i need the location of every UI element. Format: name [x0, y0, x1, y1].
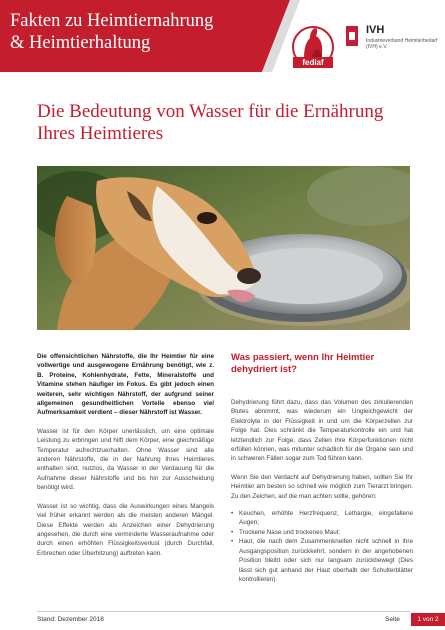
header-band — [0, 0, 445, 72]
left-column — [37, 352, 214, 558]
intro-paragraph: Die offensichtlichen Nährstoffe, die Ihr Heimtier für eine vollwertige und ausgewogene Ernährung benötigt, wie z. B. Proteine, Kohlenhydrate, Fette, Mineralstoffe und Vitamine stehen häufiger im Fokus. Es gibt jedoch einen weiteren, sehr wichtigen Nährstoff, der aufgrund seiner allgemeinen gesundheitlichen Vorteile ebenso viel Aufmerksamkeit verdient – dieser Nährstoff ist Wasser. — [37, 353, 214, 417]
list-item: • Keuchen, erhöhte Herzfrequenz, Lethargie, eingefallene Augen; — [231, 509, 413, 528]
list-item: • Haut, die nach dem Zusammenkneifen nicht schnell in ihre Ausgangsposition zurückkehrt, sondern in der angehobenen Position bleibt oder sich nur langsam zurückbewegt (Dies lässt sich gut anhand der Haut oberhalb der Schulterblätter kontrollieren). — [231, 537, 413, 584]
footer-divider — [37, 611, 410, 612]
page-title-line1: Die Bedeutung von Wasser für die Ernährung — [37, 101, 384, 122]
footer-date: Stand: Dezember 2018 — [37, 616, 104, 623]
fediaf-label: fediaf — [293, 57, 333, 68]
page-title-line2: Ihres Heimtieres — [37, 123, 164, 144]
ivh-title: IVH — [366, 24, 385, 36]
body-paragraph: Dehydrierung führt dazu, dass das Volumen des zirkulierenden Blutes abnimmt, was wiederum ein Ungleichgewicht der Elektrolyte in der Flüssigkeit in und um die Körperzellen zur Folge hat. Dies schränkt die Temperaturkontrolle ein und hat letztendlich zur Folge, dass Zellen ihre Körperfunktionen nicht erfüllen können, was mitunter schädlich für die Organe sein und in schweren Fällen sogar zum Tod führen kann. — [231, 399, 413, 463]
body-paragraph: Wasser ist für den Körper unerlässlich, um eine optimale Leistung zu erbringen und hilft dem Körper, eine gleichmäßige Temperatur aufrechtzuerhalten. Ohne Wasser sind alle anderen Nährstoffe, die in der Nahrung Ihres Heimtieres enthalten sind, nutzlos, da Wasser in der Verdauung für die Aufnahme dieser Nährstoffe und bis hin zur Ausscheidung benötigt wird. — [37, 427, 214, 492]
list-item: • Trockene Nase und trockenes Maul; — [231, 528, 413, 537]
section-heading: Was passiert, wenn Ihr Heimtier dehydriert ist? — [231, 352, 375, 375]
ivh-logo-icon — [346, 26, 358, 46]
dog-drinking-from-bowl-photo — [37, 166, 410, 330]
body-paragraph: Wenn Sie den Verdacht auf Dehydrierung haben, sollten Sie Ihr Heimtier am besten so schnell wie möglich zum Tierarzt bringen. Zu den Zeichen, auf die man achten sollte, gehören: — [231, 473, 413, 500]
header-title-line1: Fakten zu Heimtiernahrung — [10, 11, 214, 31]
body-paragraph: Wasser ist so wichtig, dass die Auswirkungen eines Mangels viel früher erkannt werden als die meisten anderen Mängel. Diese Effekte werden als Anzeichen einer Dehydrierung angesehen, die durch eine verminderte Wasseraufnahme oder durch einen erhöhten Flüssigkeitsverlust (durch Durchfall, Erbrechen oder Überhitzung) auftreten kann. — [37, 502, 214, 557]
footer-page-label: Seite — [385, 616, 400, 623]
symptom-list — [231, 509, 413, 584]
page-number-badge: 1 von 2 — [411, 613, 445, 626]
page-title — [37, 101, 417, 145]
header-title-line2: & Heimtierhaltung — [10, 33, 151, 53]
right-column — [231, 352, 413, 584]
header-title — [10, 10, 280, 54]
ivh-subtitle: Industrieverband Heimtierbedarf (IVH) e.V. — [366, 38, 438, 50]
